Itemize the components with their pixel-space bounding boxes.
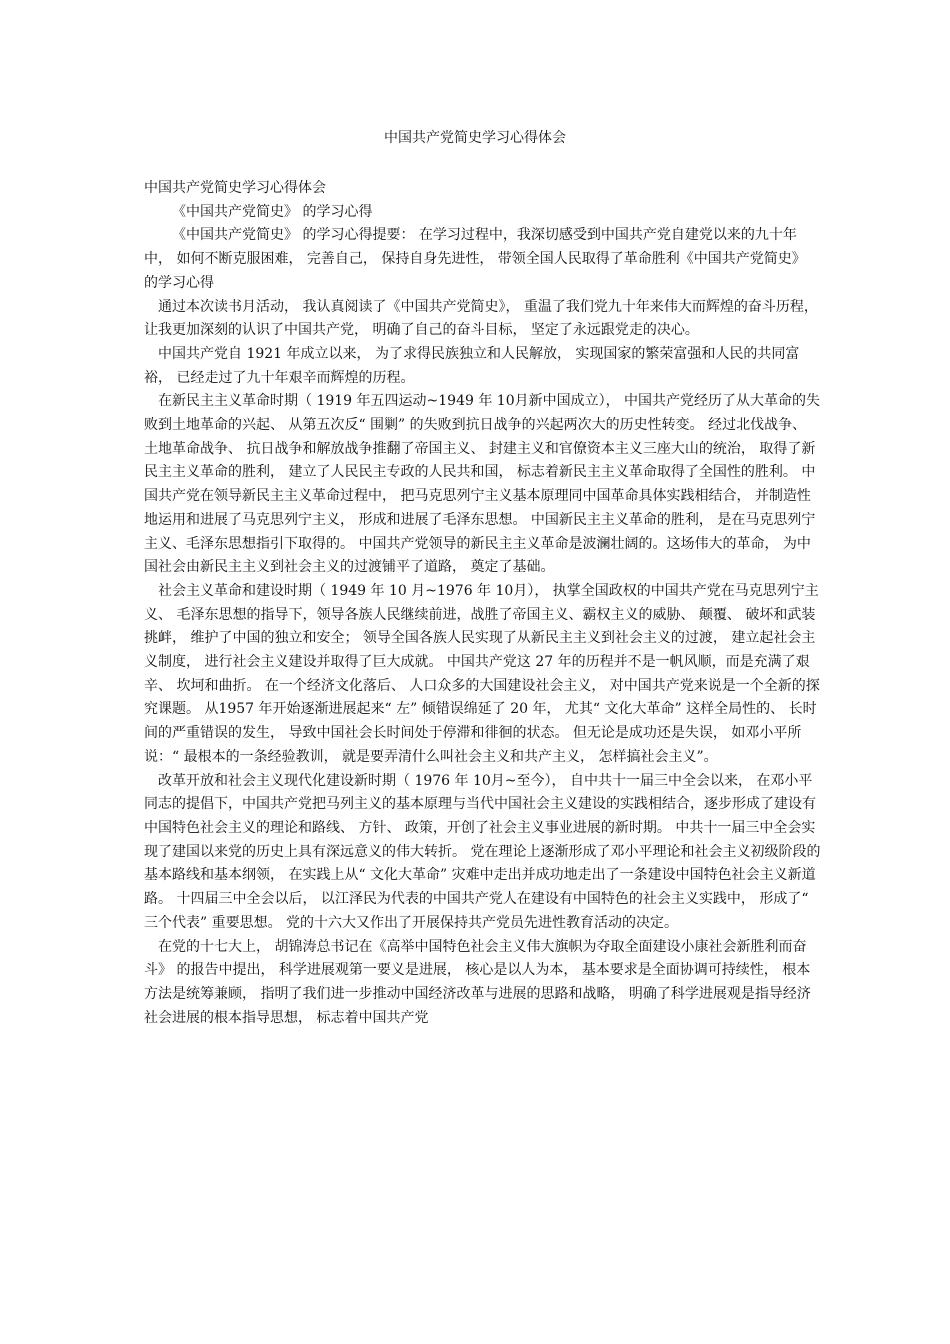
document-body: [144, 177, 824, 1030]
paragraph-founding: 中国共产党自 1921 年成立以来， 为了求得民族独立和人民解放， 实现国家的繁荣富强和人民的共同富裕， 已经走过了九十年艰辛而辉煌的历程。: [144, 345, 800, 386]
paragraph-intro: 通过本次读书月活动， 我认真阅读了《中国共产党简史》， 重温了我们党九十年来伟大而辉煌的奋斗历程， 让我更加深刻的认识了中国共产党， 明确了自己的奋斗目标， 坚定了永远跟党走的决心。: [144, 298, 818, 339]
paragraph-socialist-construction: 社会主义革命和建设时期（ 1949 年 10 月~1976 年 10月）， 执掌全国政权的中国共产党在马克思列宁主义、 毛泽东思想的指导下，领导各族人民继续前进，战胜了帝国主义、霸权主义的威胁、 颠覆、 破坏和武装挑衅， 维护了中国的独立和安全； 领导全国各族人民实现了从新民主主义到社会主义的过渡， 建立起社会主义制度， 进行社会主义建设并取得了巨大成就。 中国共产党这 27 年的历程并不是一帆风顺，而是充满了艰辛、 坎坷和曲折。 在一个经济文化落后、 人口众多的大国建设社会主义， 对中国共产党来说是一个全新的探究课题。 从1957 年开始逐渐进展起来“ 左” 倾错误绵延了 20 年， 尤其“ 文化大革命” 这样全局性的、 长时间的严重错误的发生， 导致中国社会长时间处于停滞和徘徊的状态。 但无论是成功还是失误， 如邓小平所说：“ 最根本的一条经验教训， 就是要弄清什么叫社会主义和共产主义， 怎样搞社会主义”。: [144, 582, 820, 765]
paragraph-subtitle: 《中国共产党简史》 的学习心得: [172, 203, 373, 220]
paragraph-summary: 《中国共产党简史》 的学习心得提要： 在学习过程中，我深切感受到中国共产党自建党以来的九十年中， 如何不断克服困难， 完善自己， 保持自身先进性， 带领全国人民取得了革命胜利《中国共产党简史》 的学习心得: [144, 227, 806, 291]
paragraph-reform-opening: 改革开放和社会主义现代化建设新时期（ 1976 年 10月~至今）， 自中共十一届三中全会以来， 在邓小平同志的提倡下，中国共产党把马列主义的基本原理与当代中国社会主义建设的实践相结合，逐步形成了建设有中国特色社会主义的理论和路线、 方针、 政策，开创了社会主义事业进展的新时期。 中共十一届三中全会实现了建国以来党的历史上具有深远意义的伟大转折。 党在理论上逐渐形成了邓小平理论和社会主义初级阶段的基本路线和基本纲领， 在实践上从“ 文化大革命” 灾难中走出并成功地走出了一条建设中国特色社会主义新道路。 十四届三中全会以后， 以江泽民为代表的中国共产党人在建设有中国特色的社会主义实践中， 形成了“ 三个代表” 重要思想。 党的十六大又作出了开展保持共产党员先进性教育活动的决定。: [144, 772, 821, 931]
document-title: 中国共产党简史学习心得体会: [384, 130, 566, 146]
paragraph-seventeenth-congress: 在党的十七大上， 胡锦涛总书记在《高举中国特色社会主义伟大旗帜为夺取全面建设小康社会新胜利而奋斗》 的报告中提出， 科学进展观第一要义是进展， 核心是以人为本， 基本要求是全面协调可持续性， 根本方法是统筹兼顾， 指明了我们进一步推动中国经济改革与进展的思路和战略， 明确了科学进展观是指导经济社会进展的根本指导思想， 标志着中国共产党: [144, 938, 811, 1026]
paragraph-heading: 中国共产党简史学习心得体会: [144, 180, 326, 196]
paragraph-new-democratic-revolution: 在新民主主义革命时期（ 1919 年五四运动~1949 年 10月新中国成立）， 中国共产党经历了从大革命的失败到土地革命的兴起、 从第五次反“ 围剿” 的失败到抗日战争的兴起两次大的历史性转变。 经过北伐战争、 土地革命战争、 抗日战争和解放战争推翻了帝国主义、 封建主义和官僚资本主义三座大山的统治， 取得了新民主主义革命的胜利， 建立了人民民主专政的人民共和国， 标志着新民主主义革命取得了全国性的胜利。 中国共产党在领导新民主主义革命过程中， 把马克思列宁主义基本原理同中国革命具体实践相结合， 并制造性地运用和进展了马克思列宁主义， 形成和进展了毛泽东思想。 中国新民主主义革命的胜利， 是在马克思列宁主义、毛泽东思想指引下取得的。 中国共产党领导的新民主主义革命是波澜壮阔的。这场伟大的革命， 为中国社会由新民主主义到社会主义的过渡铺平了道路， 奠定了基础。: [144, 393, 821, 576]
